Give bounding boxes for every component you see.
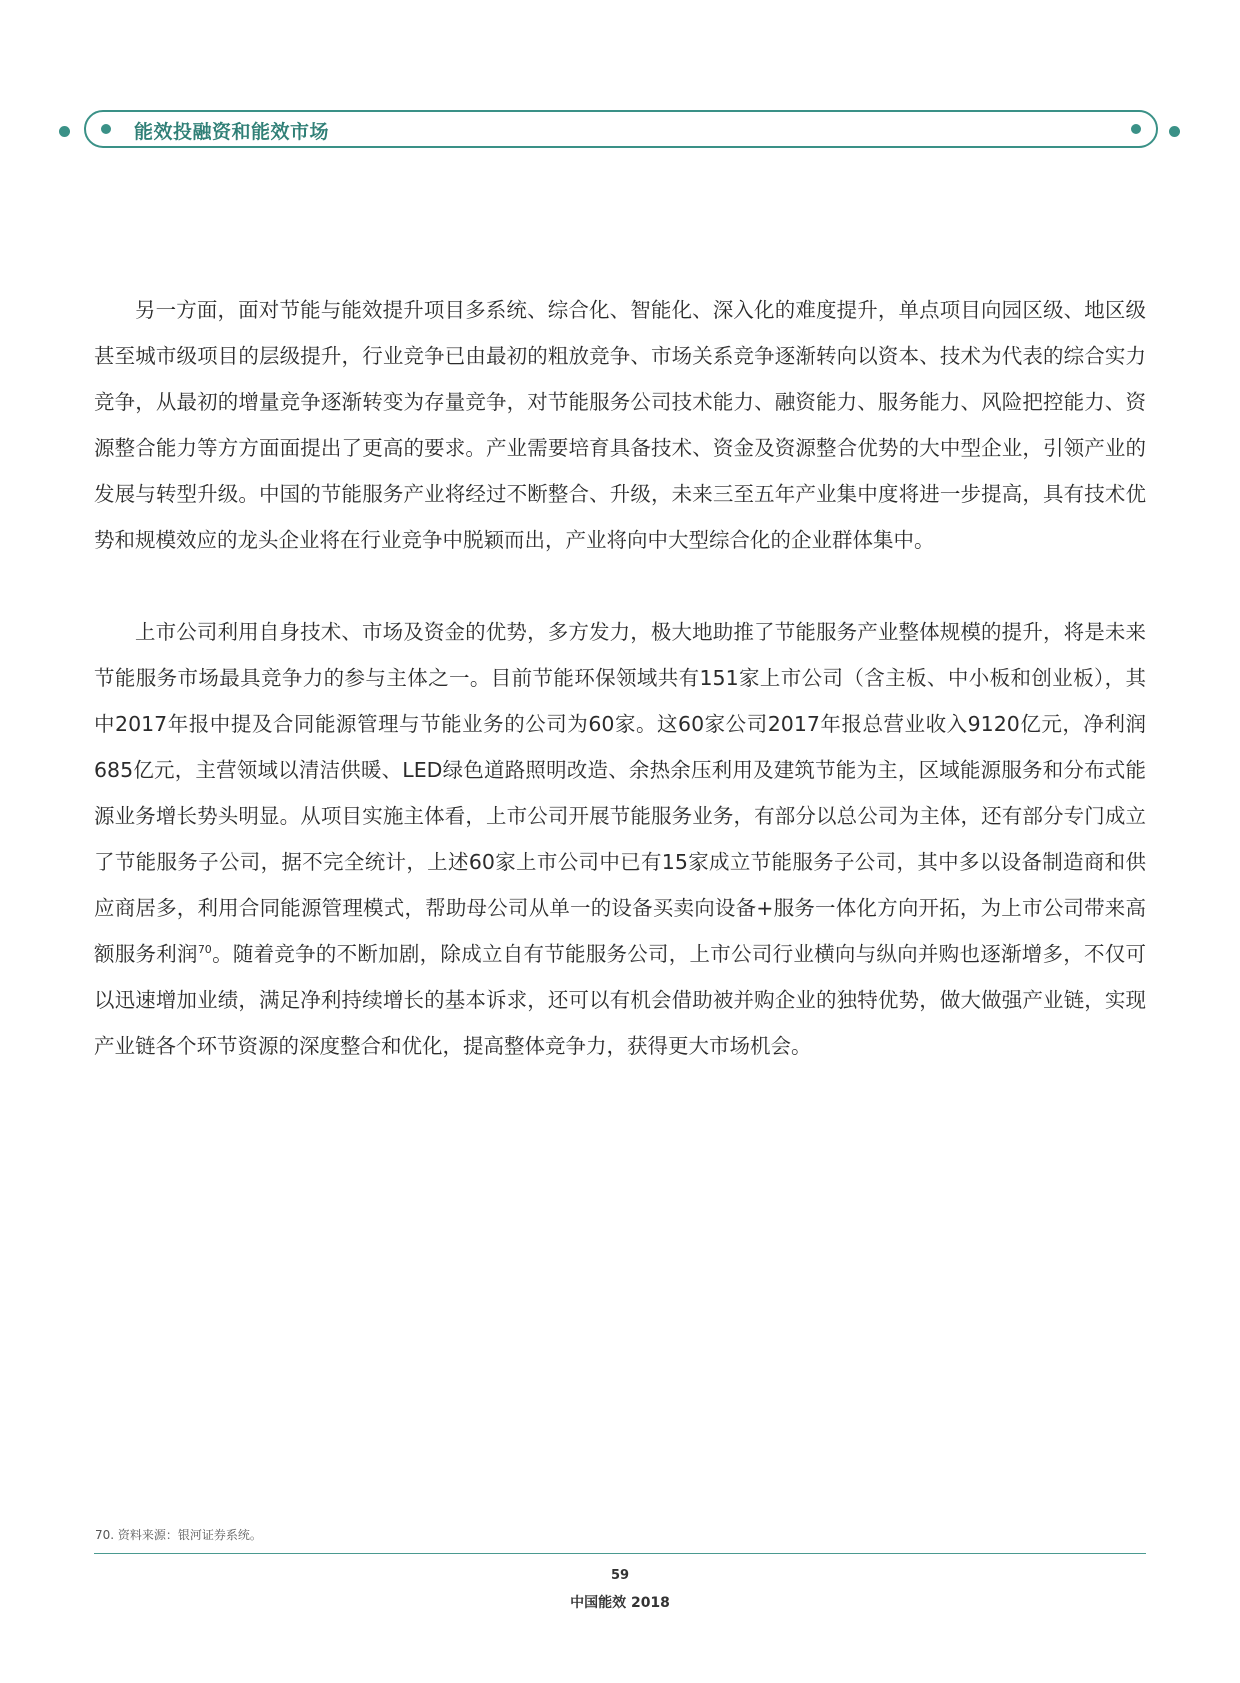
header-inner-right-dot — [1131, 124, 1141, 134]
body-content — [94, 287, 1146, 1069]
header-left-dot — [59, 126, 70, 137]
paragraph-1: 另一方面，面对节能与能效提升项目多系统、综合化、智能化、深入化的难度提升，单点项目向园区级、地区级甚至城市级项目的层级提升，行业竞争已由最初的粗放竞争、市场关系竞争逐渐转向以资本、技术为代表的综合实力竞争，从最初的增量竞争逐渐转变为存量竞争，对节能服务公司技术能力、融资能力、服务能力、风险把控能力、资源整合能力等方方面面提出了更高的要求。产业需要培育具备技术、资金及资源整合优势的大中型企业，引领产业的发展与转型升级。中国的节能服务产业将经过不断整合、升级，未来三至五年产业集中度将进一步提高，具有技术优势和规模效应的龙头企业将在行业竞争中脱颖而出，产业将向中大型综合化的企业群体集中。 — [94, 298, 1146, 552]
paragraph-2 — [94, 609, 1146, 1069]
footer-divider — [94, 1553, 1146, 1554]
paragraph-2-text-a: 上市公司利用自身技术、市场及资金的优势，多方发力，极大地助推了节能服务产业整体规模的提升，将是未来节能服务市场最具竞争力的参与主体之一。目前节能环保领域共有151家上市公司（含主板、中小板和创业板），其中2017年报中提及合同能源管理与节能业务的公司为60家。这60家公司2017年报总营业收入9120亿元，净利润685亿元，主营领域以清洁供暖、LED绿色道路照明改造、余热余压利用及建筑节能为主，区域能源服务和分布式能源业务增长势头明显。从项目实施主体看，上市公司开展节能服务业务，有部分以总公司为主体，还有部分专门成立了节能服务子公司，据不完全统计，上述60家上市公司中已有15家成立节能服务子公司，其中多以设备制造商和供应商居多，利用合同能源管理模式，帮助母公司从单一的设备买卖向设备+服务一体化方向开拓，为上市公司带来高额服务利润 — [94, 620, 1146, 966]
paragraph-2-text-b: 。随着竞争的不断加剧，除成立自有节能服务公司，上市公司行业横向与纵向并购也逐渐增多，不仅可以迅速增加业绩，满足净利持续增长的基本诉求，还可以有机会借助被并购企业的独特优势，做大做强产业链，实现产业链各个环节资源的深度整合和优化，提高整体竞争力，获得更大市场机会。 — [94, 942, 1147, 1058]
publication-title: 中国能效 2018 — [570, 1595, 670, 1611]
section-header — [84, 110, 1158, 148]
footnote: 70. 资料来源：银河证券系统。 — [95, 1528, 262, 1542]
footnote-reference: 70 — [197, 943, 212, 957]
header-right-dot — [1169, 126, 1180, 137]
page-number: 59 — [610, 1568, 630, 1583]
section-title: 能效投融资和能效市场 — [134, 121, 330, 143]
header-inner-left-dot — [101, 124, 111, 134]
